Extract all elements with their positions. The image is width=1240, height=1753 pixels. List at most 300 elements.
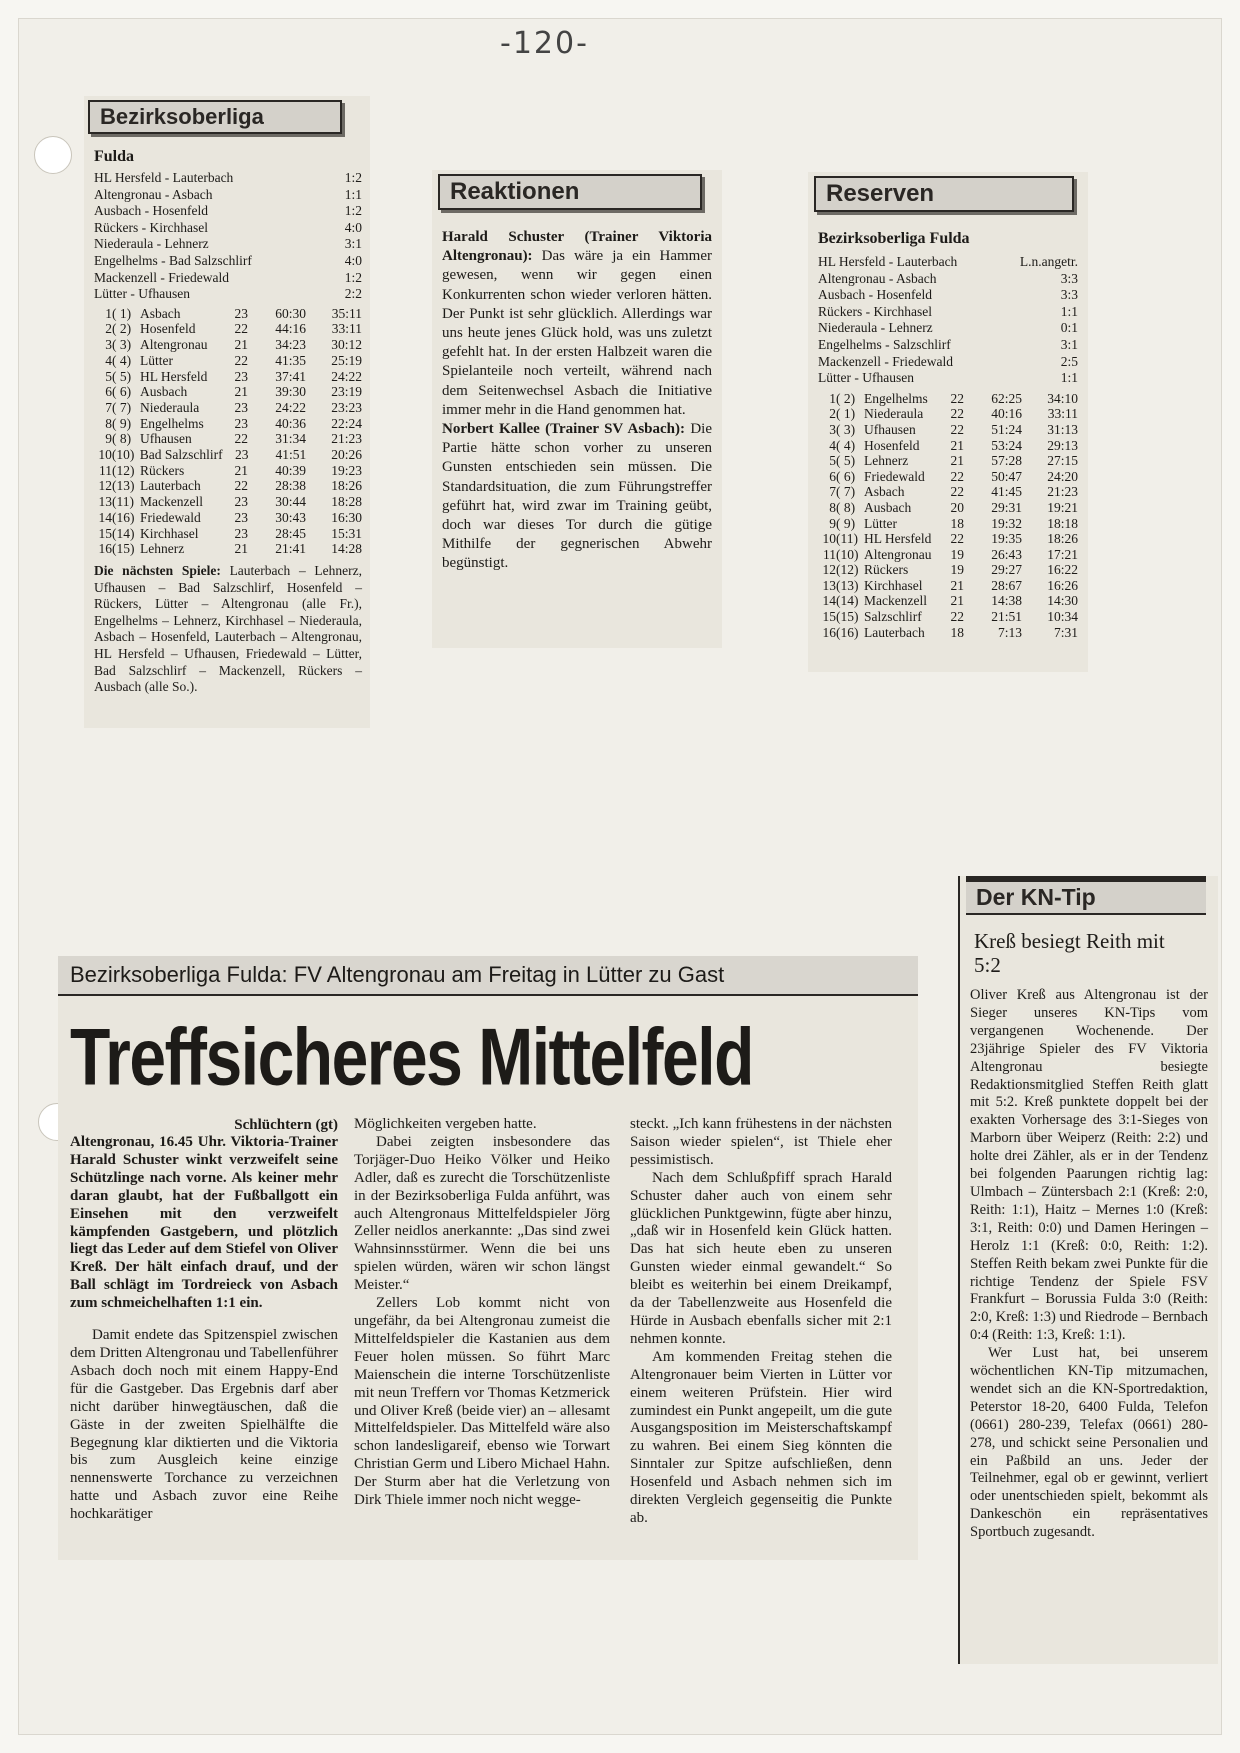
standing-team: Lütter xyxy=(864,515,897,531)
standing-rank: 6 xyxy=(105,384,112,400)
standing-goals: 31:34 xyxy=(275,431,306,447)
reaktion-schuster-speaker: Harald Schuster (Trainer Viktoria Altengronau): xyxy=(442,229,712,265)
standing-points: 23:19 xyxy=(331,384,362,400)
result-match: Engelhelms - Bad Salzschlirf xyxy=(94,252,252,268)
standing-goals: 40:16 xyxy=(991,406,1022,422)
standing-points: 18:26 xyxy=(1047,531,1078,547)
standing-prev: ( 5) xyxy=(112,368,132,384)
standing-goals: 19:35 xyxy=(991,531,1022,547)
standing-rank: 14 xyxy=(822,593,836,609)
standing-team: Lauterbach xyxy=(140,478,201,494)
standing-points: 17:21 xyxy=(1047,546,1078,562)
result-row xyxy=(818,354,1078,371)
standing-team: Niederaula xyxy=(140,399,200,415)
standing-goals: 44:16 xyxy=(275,321,306,337)
standing-games: 19 xyxy=(950,546,964,562)
result-score: 2:2 xyxy=(344,286,362,302)
result-match: Ausbach - Hosenfeld xyxy=(818,287,932,303)
article-lead: Altengronau, 16.45 Uhr. Viktoria-Trainer Harald Schuster winkt verzweifelt seine Schützlinge nach vorne. Als keiner mehr daran glaubt, hat der Fußballgott ein Einsehen mit den verzweifelt kämpfenden Gastgebern, und plötzlich liegt das Leder auf dem Stiefel von Oliver Kreß. Der hält einfach drauf, und der Ball schlägt im Tordreieck von Asbach zum schmeichelhaften 1:1 ein. xyxy=(70,1134,338,1312)
result-row xyxy=(818,370,1078,387)
reaktionen-header: Reaktionen xyxy=(438,174,702,210)
standing-games: 21 xyxy=(234,541,248,557)
standing-rank: 8 xyxy=(829,499,836,515)
reaktion-schuster xyxy=(438,228,716,420)
standing-prev: ( 9) xyxy=(836,515,856,531)
standing-team: Altengronau xyxy=(864,546,932,562)
article-column-2 xyxy=(354,1116,610,1510)
standing-games: 23 xyxy=(234,368,248,384)
standing-goals: 34:23 xyxy=(275,337,306,353)
standing-games: 23 xyxy=(234,399,248,415)
standing-team: Hosenfeld xyxy=(864,437,920,453)
standing-goals: 50:47 xyxy=(991,468,1022,484)
standing-row xyxy=(818,562,1078,578)
article-clipping xyxy=(58,956,918,1560)
standing-rank: 5 xyxy=(105,368,112,384)
standing-points: 16:26 xyxy=(1047,577,1078,593)
standing-points: 10:34 xyxy=(1047,609,1078,625)
result-score: 3:3 xyxy=(1060,270,1078,286)
standing-points: 31:13 xyxy=(1047,421,1078,437)
next-games-label: Die nächsten Spiele: xyxy=(94,563,221,578)
standing-games: 19 xyxy=(950,562,964,578)
standing-team: Lehnerz xyxy=(140,541,185,557)
standing-goals: 41:35 xyxy=(275,352,306,368)
standing-rank: 5 xyxy=(829,453,836,469)
standing-row xyxy=(94,321,362,337)
reaktion-schuster-text: Das wäre ja ein Hammer gewesen, wenn wir gegen einen Konkurrenten schon wieder verloren hätten. Der Punkt ist sehr glücklich. Allerdings war uns heute jenes Glück hold, was uns zuletzt gefehlt hat. In der ersten Halbzeit waren die Spielanteile noch verteilt, während nach dem Seitenwechsel Asbach die Initiative immer mehr in die Hand genommen hat. xyxy=(442,248,713,418)
standing-team: Kirchhasel xyxy=(864,577,923,593)
reserven-results-list xyxy=(814,254,1082,387)
article-col2-b: Dabei zeigten insbesondere das Torjäger-Duo Heiko Völker und Heiko Adler, daß es zurecht die Torschützenliste in der Bezirksoberliga Fulda anführt, was auch Altengronaus Mittelfeldspieler Jörg Zeller neidlos anerkannte: „Das sind zwei Wahnsinnsstürmer. Wenn die bei uns spielen würden, wären wir schon längst Meister.“ xyxy=(354,1133,610,1294)
standing-row xyxy=(818,531,1078,547)
standing-points: 35:11 xyxy=(331,305,362,321)
standing-row xyxy=(94,510,362,526)
standing-prev: (12) xyxy=(836,562,859,578)
standing-goals: 60:30 xyxy=(275,305,306,321)
result-row xyxy=(818,271,1078,288)
reserven-standings-table xyxy=(814,387,1082,641)
standing-games: 22 xyxy=(950,421,964,437)
result-row xyxy=(94,187,362,204)
result-row xyxy=(94,286,362,303)
standing-games: 21 xyxy=(950,593,964,609)
reserven-subheader: Bezirksoberliga Fulda xyxy=(818,230,970,247)
result-row xyxy=(94,253,362,270)
standing-points: 29:13 xyxy=(1047,437,1078,453)
standing-games: 21 xyxy=(950,577,964,593)
standing-row xyxy=(94,541,362,557)
standing-goals: 30:43 xyxy=(275,509,306,525)
standing-prev: ( 2) xyxy=(112,321,132,337)
standing-row xyxy=(94,384,362,400)
article-col1-text: Damit endete das Spitzenspiel zwischen dem Dritten Altengronau und Tabellenführer Asbach doch noch mit einem Happy-End für die Gastgeber. Das Ergebnis darf aber nicht darüber hinwegtäuschen, daß die Gäste in der zweiten Spielhälfte die Begegnung klar diktierten und die Viktoria bis zum Ausgleich keine einzige nennenswerte Torchance zu verzeichnen hatte und Asbach zuvor eine Reihe hochkarätiger xyxy=(70,1327,338,1523)
standing-team: Rückers xyxy=(864,562,909,578)
standing-prev: ( 8) xyxy=(112,431,132,447)
standing-team: Lehnerz xyxy=(864,453,909,469)
standing-prev: ( 3) xyxy=(836,421,856,437)
standing-team: Lauterbach xyxy=(864,624,925,640)
result-score: 1:1 xyxy=(1060,370,1078,386)
standing-prev: ( 4) xyxy=(112,352,132,368)
standing-prev: ( 8) xyxy=(836,499,856,515)
result-match: Mackenzell - Friedewald xyxy=(818,353,953,369)
standing-team: Ufhausen xyxy=(864,421,916,437)
standing-prev: ( 9) xyxy=(112,415,132,431)
standing-rank: 10 xyxy=(98,447,112,463)
standing-goals: 28:38 xyxy=(275,478,306,494)
reserven-clipping xyxy=(808,172,1088,672)
standing-games: 21 xyxy=(950,453,964,469)
article-column-3 xyxy=(630,1116,892,1528)
standing-prev: (10) xyxy=(111,447,135,463)
result-match: HL Hersfeld - Lauterbach xyxy=(818,254,958,269)
standing-row xyxy=(818,422,1078,438)
standing-points: 21:23 xyxy=(331,431,362,447)
standing-team: Engelhelms xyxy=(864,390,928,406)
standing-points: 24:20 xyxy=(1047,468,1078,484)
result-score: 1:2 xyxy=(344,269,362,285)
standing-rank: 1 xyxy=(829,390,836,406)
kntip-headline: Kreß besiegt Reith mit 5:2 xyxy=(974,929,1165,977)
standing-games: 22 xyxy=(234,352,248,368)
result-match: Ausbach - Hosenfeld xyxy=(94,203,208,219)
standing-rank: 9 xyxy=(829,515,836,531)
standing-rank: 14 xyxy=(98,509,112,525)
standing-points: 16:30 xyxy=(331,509,362,525)
standing-prev: (11) xyxy=(836,531,858,547)
standing-goals: 21:51 xyxy=(991,609,1022,625)
standing-rank: 6 xyxy=(829,468,836,484)
standing-row xyxy=(94,447,362,463)
result-score: L.n.angetr. xyxy=(1019,254,1078,269)
article-kicker: Bezirksoberliga Fulda: FV Altengronau am Freitag in Lütter zu Gast xyxy=(58,956,918,996)
result-row xyxy=(818,320,1078,337)
result-score: 4:0 xyxy=(344,252,362,268)
standing-games: 22 xyxy=(950,484,964,500)
standing-games: 18 xyxy=(950,515,964,531)
article-col3-c: Am kommenden Freitag stehen die Altengronauer beim Vierten in Lütter vor einem weiteren Prüfstein. Hier wird zumindest ein Punkt angepeilt, um die gute Ausgangsposition im Meisterschaftskampf zu wahren. Bei einem Sieg könnten die Sinntaler zur Spitze aufschließen, denn Hosenfeld und Asbach nehmen sich im direkten Vergleich gegenseitig die Punkte ab. xyxy=(630,1348,892,1526)
result-row xyxy=(94,236,362,253)
result-match: Altengronau - Asbach xyxy=(94,186,213,202)
standing-points: 33:11 xyxy=(1047,406,1078,422)
standing-prev: ( 2) xyxy=(836,390,856,406)
standing-row xyxy=(818,406,1078,422)
standing-prev: (12) xyxy=(112,462,135,478)
standing-team: Ufhausen xyxy=(140,431,192,447)
result-match: Niederaula - Lehnerz xyxy=(94,236,209,252)
standing-games: 23 xyxy=(234,305,248,321)
standing-points: 18:18 xyxy=(1047,515,1078,531)
standing-games: 22 xyxy=(950,468,964,484)
standing-team: Altengronau xyxy=(140,337,208,353)
standing-prev: ( 3) xyxy=(112,337,132,353)
standing-points: 21:23 xyxy=(1047,484,1078,500)
standing-prev: (15) xyxy=(112,541,135,557)
standing-goals: 7:13 xyxy=(997,624,1022,640)
standing-row xyxy=(94,526,362,542)
standing-games: 21 xyxy=(234,462,248,478)
standing-points: 34:10 xyxy=(1047,390,1078,406)
standing-team: Niederaula xyxy=(864,406,924,422)
standing-points: 24:22 xyxy=(331,368,362,384)
standing-goals: 14:38 xyxy=(991,593,1022,609)
standing-games: 22 xyxy=(234,431,248,447)
standing-row xyxy=(818,391,1078,407)
standing-team: HL Hersfeld xyxy=(140,368,208,384)
standing-points: 25:19 xyxy=(331,352,362,368)
standing-row xyxy=(94,353,362,369)
result-score: 3:3 xyxy=(1060,287,1078,303)
standing-rank: 2 xyxy=(105,321,112,337)
reaktion-kallee-speaker: Norbert Kallee (Trainer SV Asbach): xyxy=(442,421,685,438)
page-number: -120- xyxy=(500,26,589,61)
standing-goals: 24:22 xyxy=(275,399,306,415)
standing-goals: 51:24 xyxy=(991,421,1022,437)
result-row xyxy=(818,304,1078,321)
result-score: 2:5 xyxy=(1060,353,1078,369)
standing-goals: 19:32 xyxy=(991,515,1022,531)
standing-prev: (15) xyxy=(836,609,859,625)
standing-goals: 37:41 xyxy=(275,368,306,384)
standing-prev: ( 7) xyxy=(836,484,856,500)
standing-games: 22 xyxy=(950,531,964,547)
standing-rank: 11 xyxy=(99,462,112,478)
standing-rank: 16 xyxy=(822,624,836,640)
standing-prev: (16) xyxy=(836,624,859,640)
article-col3-a: steckt. „Ich kann frühestens in der nächsten Saison wieder spielen“, ist Thiele eher pessimistisch. xyxy=(630,1116,892,1168)
standing-rank: 10 xyxy=(822,531,836,547)
standing-points: 16:22 xyxy=(1047,562,1078,578)
standing-row xyxy=(818,438,1078,454)
standing-games: 22 xyxy=(950,390,964,406)
standings-table xyxy=(88,303,366,557)
result-match: Lütter - Ufhausen xyxy=(818,370,914,386)
result-match: Rückers - Kirchhasel xyxy=(94,219,208,235)
standing-rank: 8 xyxy=(105,415,112,431)
standing-goals: 41:51 xyxy=(275,447,307,463)
result-score: 3:1 xyxy=(1060,336,1078,352)
standing-team: Friedewald xyxy=(140,509,201,525)
standing-prev: (10) xyxy=(836,546,859,562)
result-row xyxy=(94,220,362,237)
result-row xyxy=(818,287,1078,304)
standing-points: 19:21 xyxy=(1047,499,1078,515)
reserven-header: Reserven xyxy=(814,176,1074,212)
article-headline: Treffsicheres Mittelfeld xyxy=(70,1011,753,1102)
standing-row xyxy=(818,484,1078,500)
standing-row xyxy=(94,369,362,385)
standing-prev: (13) xyxy=(836,577,859,593)
standing-games: 23 xyxy=(235,447,249,463)
standing-row xyxy=(818,593,1078,609)
standing-prev: (16) xyxy=(112,509,135,525)
standing-games: 23 xyxy=(234,509,248,525)
standing-points: 19:23 xyxy=(331,462,362,478)
standing-team: HL Hersfeld xyxy=(864,531,932,547)
standing-games: 21 xyxy=(234,337,248,353)
standing-goals: 30:44 xyxy=(275,494,306,510)
standing-rank: 1 xyxy=(105,305,112,321)
article-col2-a: Möglichkeiten vergeben hatte. xyxy=(354,1116,537,1132)
standing-rank: 7 xyxy=(829,484,836,500)
standing-goals: 40:36 xyxy=(275,415,306,431)
bezirksoberliga-subheader: Fulda xyxy=(94,148,135,165)
standing-points: 20:26 xyxy=(331,447,362,463)
result-score: 1:1 xyxy=(344,186,362,202)
standing-goals: 39:30 xyxy=(275,384,306,400)
standing-goals: 57:28 xyxy=(991,453,1022,469)
result-row xyxy=(818,254,1078,271)
standing-rank: 9 xyxy=(105,431,112,447)
result-score: 0:1 xyxy=(1060,320,1078,336)
standing-row xyxy=(818,500,1078,516)
standing-points: 15:31 xyxy=(331,525,362,541)
result-match: Rückers - Kirchhasel xyxy=(818,303,932,319)
standing-row xyxy=(818,578,1078,594)
article-col2-c: Zellers Lob kommt nicht von ungefähr, da bei Altengronau zumeist die Mittelfeldspieler die Kastanien aus dem Feuer holen müssen. So führt Marc Maienschein die interne Torschützenliste mit neun Treffern vor Thomas Ketzmerick und Oliver Kreß (beide vier) an – allesamt Mittelfeldspieler. Das Mittelfeld wäre also schon landesligareif, ebenso wie Torwart Christian Germ und Libero Michael Hahn. Der Sturm aber hat die Verletzung von Dirk Thiele immer noch nicht wegge- xyxy=(354,1295,610,1509)
standing-rank: 4 xyxy=(105,352,112,368)
result-match: Engelhelms - Salzschlirf xyxy=(818,336,951,352)
standing-points: 14:30 xyxy=(1047,593,1078,609)
standing-games: 21 xyxy=(950,437,964,453)
article-col3-b: Nach dem Schlußpfiff sprach Harald Schuster daher auch von einem sehr glücklichen Punktgewinn, fügte aber hinzu, „daß wir in Hosenfeld kein Glück hatten. Das hat sich heute eben zu unseren Gunsten wieder einmal gewandelt.“ So bleibt es weiterhin bei einem Dreikampf, da der Tabellenzweite aus Hosenfeld die Hürde in Ausbach ebenfalls sicher mit 2:1 nehmen konnte. xyxy=(630,1169,892,1347)
standing-points: 33:11 xyxy=(331,321,362,337)
standing-row xyxy=(818,453,1078,469)
standing-row xyxy=(818,547,1078,563)
standing-prev: ( 4) xyxy=(836,437,856,453)
result-match: HL Hersfeld - Lauterbach xyxy=(94,170,234,185)
standing-points: 18:28 xyxy=(331,494,362,510)
standing-team: Hosenfeld xyxy=(140,321,196,337)
standing-goals: 26:43 xyxy=(991,546,1022,562)
kntip-body-2: Wer Lust hat, bei unserem wöchentlichen KN-Tip mitzumachen, wendet sich an die KN-Sportredaktion, Peterstor 18-20, 6400 Fulda, Telefon (0661) 280-239, Telefax (0661) 280-278, und schickt seine Personalien und ein Paßbild an uns. Jeder der Teilnehmer, egal ob er gewinnt, verliert oder unentschieden spielt, bekommt als Dankeschön ein repräsentatives Sportbuch zugesandt. xyxy=(970,1345,1208,1541)
standing-points: 7:31 xyxy=(1053,624,1078,640)
standing-row xyxy=(94,416,362,432)
standing-team: Ausbach xyxy=(864,499,912,515)
standing-games: 22 xyxy=(234,321,248,337)
standing-rank: 3 xyxy=(829,421,836,437)
standing-rank: 16 xyxy=(98,541,112,557)
standing-rank: 15 xyxy=(98,525,112,541)
standing-goals: 62:25 xyxy=(991,390,1022,406)
result-score: 1:1 xyxy=(1060,303,1078,319)
next-games xyxy=(88,557,366,696)
result-match: Mackenzell - Friedewald xyxy=(94,269,229,285)
standing-games: 23 xyxy=(234,415,248,431)
standing-prev: ( 6) xyxy=(836,468,856,484)
article-column-1 xyxy=(70,1116,338,1524)
standing-prev: ( 1) xyxy=(836,406,856,422)
result-match: Niederaula - Lehnerz xyxy=(818,320,933,336)
standing-team: Asbach xyxy=(140,305,181,321)
standing-rank: 13 xyxy=(98,494,112,510)
standing-rank: 7 xyxy=(105,399,112,415)
reaktion-kallee xyxy=(438,420,716,574)
result-row xyxy=(94,170,362,187)
result-match: Lütter - Ufhausen xyxy=(94,286,190,302)
standing-team: Engelhelms xyxy=(140,415,204,431)
standing-row xyxy=(818,625,1078,641)
standing-points: 30:12 xyxy=(331,337,362,353)
standing-rank: 12 xyxy=(822,562,836,578)
standing-team: Mackenzell xyxy=(140,494,203,510)
result-row xyxy=(94,270,362,287)
standing-games: 23 xyxy=(234,494,248,510)
standing-games: 21 xyxy=(234,384,248,400)
kntip-header: Der KN-Tip xyxy=(966,876,1206,915)
standing-prev: ( 1) xyxy=(112,305,132,321)
result-row xyxy=(94,203,362,220)
standing-prev: (13) xyxy=(112,478,135,494)
standing-points: 23:23 xyxy=(331,399,362,415)
standing-prev: ( 7) xyxy=(112,399,132,415)
standing-prev: (14) xyxy=(836,593,859,609)
result-score: 4:0 xyxy=(344,219,362,235)
standing-rank: 2 xyxy=(829,406,836,422)
standing-team: Kirchhasel xyxy=(140,525,199,541)
standing-goals: 41:45 xyxy=(991,484,1022,500)
standing-goals: 53:24 xyxy=(991,437,1022,453)
result-score: 1:2 xyxy=(344,170,362,185)
standing-team: Lütter xyxy=(140,352,173,368)
result-score: 1:2 xyxy=(344,203,362,219)
standing-points: 22:24 xyxy=(331,415,362,431)
standing-prev: ( 5) xyxy=(836,453,856,469)
reaktionen-clipping xyxy=(432,170,722,648)
standing-games: 20 xyxy=(950,499,964,515)
result-match: Altengronau - Asbach xyxy=(818,270,937,286)
standing-row xyxy=(94,478,362,494)
standing-goals: 28:67 xyxy=(991,577,1022,593)
kntip-body: Oliver Kreß aus Altengronau ist der Sieger unseres KN-Tips vom vergangenen Wochenende. Der 23jährige Spieler des FV Viktoria Altengronau besiegte Redaktionsmitglied Steffen Reith glatt mit 5:2. Kreß punktete doppelt bei der exakten Vorhersage des 3:1-Sieges von Marborn über Weiperz (Reith: 2:2) und holte drei Zähler, als er in der Tendenz bei folgenden Paarungen richtig lag: Ulmbach – Züntersbach 2:1 (Kreß: 2:0, Reith: 1:1), Haitz – Mernes 1:0 (Kreß: 3:1, Reith: 0:0) und Damen Heringen – Herolz 1:1 (Kreß: 0:0, Reith: 1:2). Steffen Reith bekam zwei Punkte für die richtige Tendenz der Spiele FSV Frankfurt – Borussia Fulda 3:0 (Reith: 2:0, Kreß: 1:3) und Riedrode – Bernbach 0:4 (Reith: 1:3, Kreß: 1:1). xyxy=(970,987,1208,1344)
standing-row xyxy=(94,306,362,322)
punch-hole-top xyxy=(34,136,72,174)
standing-goals: 28:45 xyxy=(275,525,306,541)
standing-rank: 11 xyxy=(823,546,836,562)
standing-points: 18:26 xyxy=(331,478,362,494)
standing-row xyxy=(94,494,362,510)
next-games-text: Lauterbach – Lehnerz, Ufhausen – Bad Salzschlirf, Hosenfeld – Rückers, Lütter – Altengronau (alle Fr.), Engelhelms – Lehnerz, Kirchhasel – Niederaula, Asbach – Hosenfeld, Lauterbach – Altengronau, HL Hersfeld – Ufhausen, Friedewald – Lütter, Bad Salzschlirf – Mackenzell, Rückers – Ausbach (alle So.). xyxy=(94,563,362,695)
standing-games: 22 xyxy=(950,609,964,625)
standing-row xyxy=(818,469,1078,485)
standing-team: Salzschlirf xyxy=(864,609,922,625)
standing-goals: 29:31 xyxy=(991,499,1022,515)
standing-team: Asbach xyxy=(864,484,905,500)
standing-team: Mackenzell xyxy=(864,593,927,609)
standing-goals: 29:27 xyxy=(991,562,1022,578)
standing-rank: 4 xyxy=(829,437,836,453)
standing-games: 22 xyxy=(950,406,964,422)
standing-points: 27:15 xyxy=(1047,453,1078,469)
article-dateline: Schlüchtern (gt) xyxy=(234,1117,338,1133)
standing-row xyxy=(818,516,1078,532)
standing-prev: (11) xyxy=(112,494,134,510)
standing-points: 14:28 xyxy=(331,541,362,557)
standing-games: 22 xyxy=(234,478,248,494)
standing-team: Ausbach xyxy=(140,384,188,400)
standing-row xyxy=(94,463,362,479)
standing-row xyxy=(94,431,362,447)
result-score: 3:1 xyxy=(344,236,362,252)
standing-rank: 13 xyxy=(822,577,836,593)
standing-rank: 15 xyxy=(822,609,836,625)
standing-rank: 3 xyxy=(105,337,112,353)
standing-team: Bad Salzschlirf xyxy=(139,447,223,463)
standing-rank: 12 xyxy=(98,478,112,494)
standing-prev: ( 6) xyxy=(112,384,132,400)
standing-games: 23 xyxy=(234,525,248,541)
